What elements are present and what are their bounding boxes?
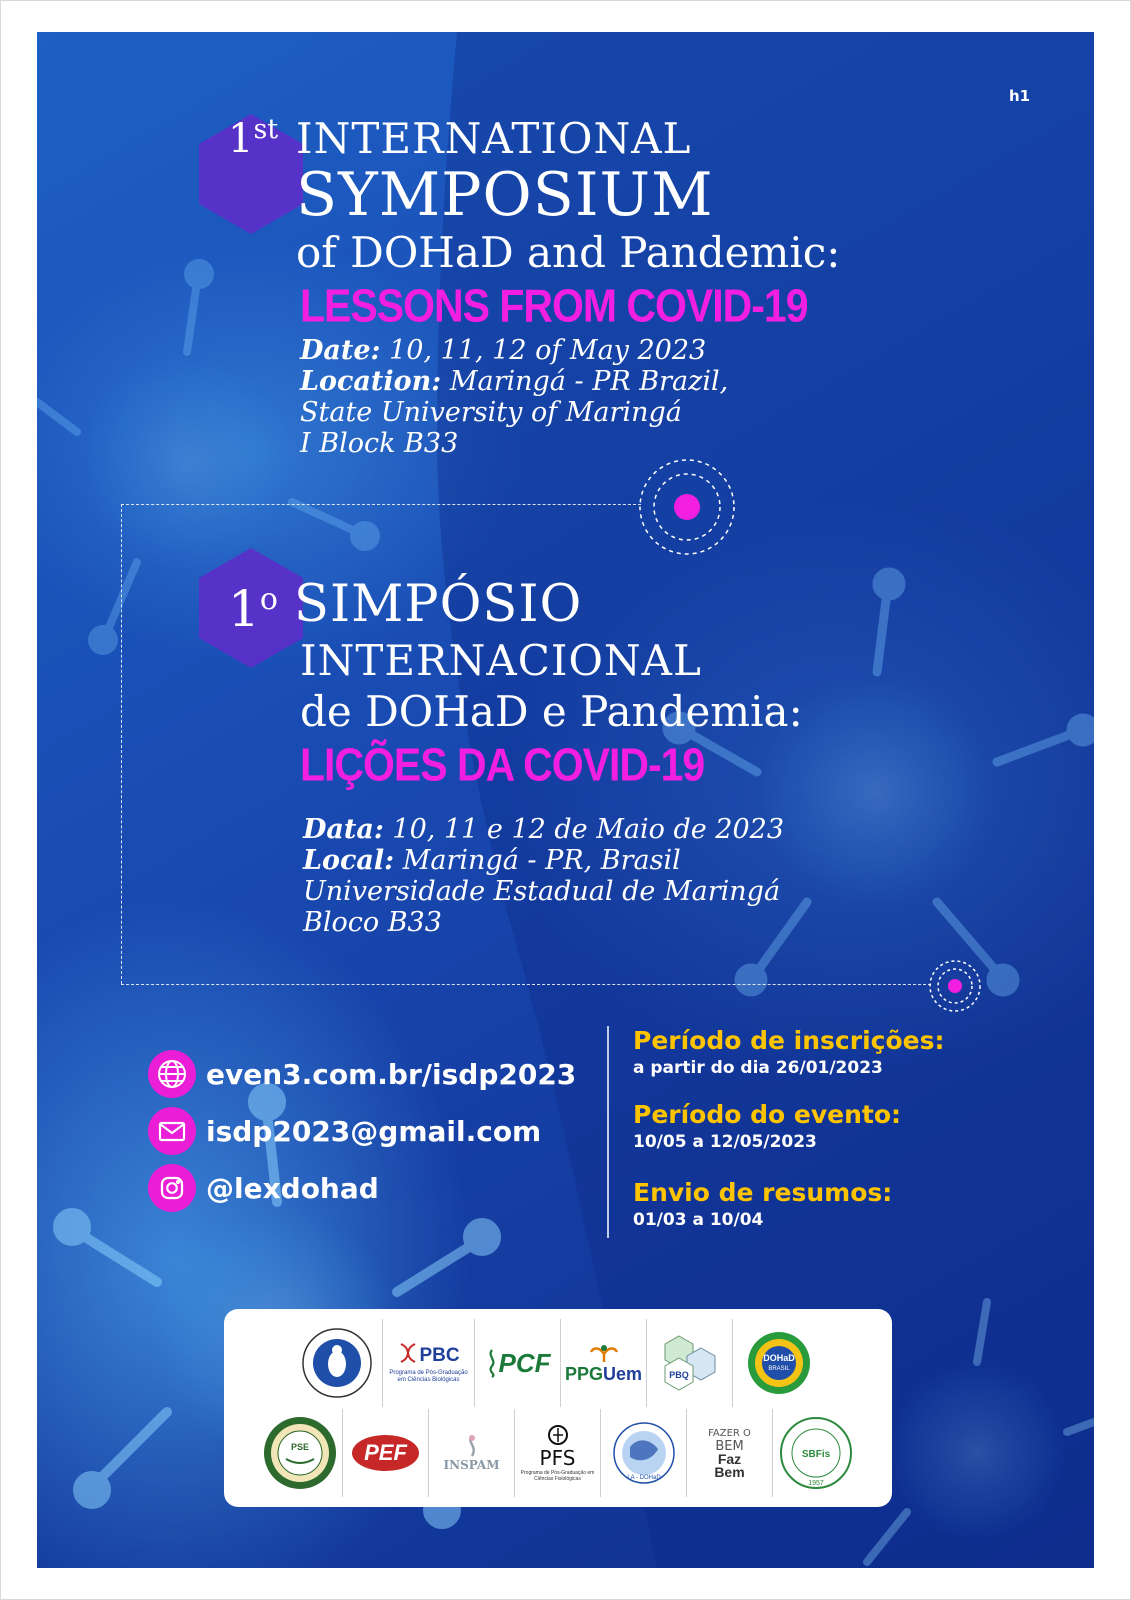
dashed-line-top bbox=[121, 504, 641, 505]
target-circle-small-icon bbox=[928, 959, 982, 1013]
ordinal-pt: 1o bbox=[228, 580, 278, 638]
event-details-pt: Data: 10, 11 e 12 de Maio de 2023 Local: Maringá - PR, Brasil Universidade Estadual de Maringá Bloco B33 bbox=[303, 814, 785, 938]
contact-email[interactable] bbox=[148, 1107, 541, 1155]
logo-row-1 bbox=[224, 1319, 892, 1407]
corner-tag: h1 bbox=[1009, 87, 1031, 105]
svg-text:BRASIL: BRASIL bbox=[768, 1366, 790, 1372]
event-period-title: Período do evento: bbox=[633, 1100, 902, 1129]
event-period-value: 10/05 a 12/05/2023 bbox=[633, 1132, 817, 1152]
svg-text:1957: 1957 bbox=[808, 1480, 824, 1487]
dashed-line-bottom bbox=[121, 984, 931, 985]
inspam-logo: INSPAM bbox=[429, 1409, 515, 1497]
svg-text:SBFis: SBFis bbox=[801, 1449, 831, 1460]
sponsor-logos-panel bbox=[224, 1309, 892, 1507]
event-details-en: Date: 10, 11, 12 of May 2023 Location: Maringá - PR Brazil, State University of Maringá I Block B33 bbox=[300, 335, 729, 459]
dashed-line-left bbox=[121, 504, 122, 984]
contact-website[interactable] bbox=[148, 1050, 576, 1098]
title-line-1-pt: SIMPÓSIO bbox=[294, 575, 583, 634]
abstract-submission-value: 01/03 a 10/04 bbox=[633, 1210, 764, 1230]
title-line-2-en: SYMPOSIUM bbox=[296, 160, 714, 230]
website-link[interactable]: even3.com.br/isdp2023 bbox=[206, 1057, 577, 1091]
svg-text:LA - DOHaD: LA - DOHaD bbox=[626, 1475, 661, 1481]
pse-logo bbox=[257, 1409, 343, 1497]
svg-text:PBQ: PBQ bbox=[668, 1370, 689, 1380]
dohad-brasil-logo bbox=[733, 1319, 825, 1407]
fazer-o-bem-logo: FAZER O BEM Faz Bem bbox=[687, 1409, 773, 1497]
globe-icon bbox=[148, 1050, 196, 1098]
title-line-3-pt: de DOHaD e Pandemia: bbox=[300, 687, 803, 736]
title-line-1-en: INTERNATIONAL bbox=[296, 114, 692, 163]
contact-instagram[interactable] bbox=[148, 1164, 379, 1212]
abstract-submission-title: Envio de resumos: bbox=[633, 1178, 893, 1207]
target-circle-icon bbox=[637, 457, 737, 557]
svg-text:PSE: PSE bbox=[290, 1442, 309, 1452]
pef-logo: PEF bbox=[343, 1409, 429, 1497]
pbq-logo bbox=[647, 1319, 733, 1407]
ppguem-logo: PPGUem bbox=[561, 1319, 647, 1407]
pbc-logo: PBC Programa de Pós-Graduação em Ciências Biológicas bbox=[383, 1319, 475, 1407]
sbfis-logo bbox=[773, 1409, 859, 1497]
lex-dohad-logo bbox=[291, 1319, 383, 1407]
logo-row-2 bbox=[224, 1409, 892, 1497]
registration-period-title: Período de inscrições: bbox=[633, 1026, 945, 1055]
title-line-2-pt: INTERNACIONAL bbox=[300, 636, 702, 685]
pcf-logo: PCF bbox=[475, 1319, 561, 1407]
instagram-handle[interactable]: @lexdohad bbox=[206, 1171, 379, 1205]
vertical-divider bbox=[607, 1026, 609, 1238]
highlight-pt: LIÇÕES DA COVID-19 bbox=[300, 739, 705, 791]
registration-period-value: a partir do dia 26/01/2023 bbox=[633, 1058, 883, 1078]
pfs-logo: PFS Programa de Pós-Graduação em Ciências Fisiológicas bbox=[515, 1409, 601, 1497]
instagram-icon bbox=[148, 1164, 196, 1212]
ordinal-en: 1st bbox=[228, 114, 279, 162]
event-poster bbox=[37, 32, 1094, 1568]
mail-icon bbox=[148, 1107, 196, 1155]
svg-text:DOHaD: DOHaD bbox=[763, 1353, 795, 1363]
email-link[interactable]: isdp2023@gmail.com bbox=[206, 1114, 542, 1148]
highlight-en: LESSONS FROM COVID-19 bbox=[300, 280, 808, 332]
la-dohad-logo bbox=[601, 1409, 687, 1497]
title-line-3-en: of DOHaD and Pandemic: bbox=[296, 228, 841, 277]
